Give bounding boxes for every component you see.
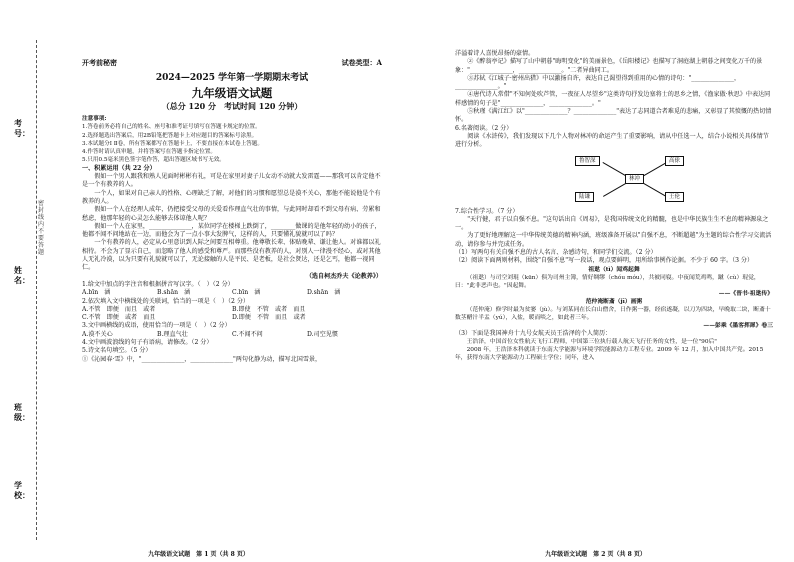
option[interactable]: C.不闻不问 (232, 330, 263, 338)
text-line: 洋溢着诗人喜悦昂扬的豪情。 (455, 50, 535, 57)
bio-text: 王浩泽，中国首位女性航天飞行工程师，中国第三位执行载人航天飞行任务的女性，是一位"90后" (466, 338, 717, 345)
question-1: 1.给文中加点的字注音和根据拼音写汉字。（ ）（2 分） (82, 280, 234, 288)
material-source: ——《晋书·祖逖传》 (718, 290, 773, 297)
q1-options (82, 289, 382, 297)
school-label: 学校： (14, 480, 30, 500)
material-title: 范仲淹断齑（jī）画粥 (585, 298, 643, 305)
fill-question: ③苏轼《江城子·密州出猎》中以激扬自许，表达自己渴望得到重用的心情的诗句："______________，______________。" (455, 74, 741, 91)
exam-meta: （总分 120 分 考试时间 120 分钟） (161, 101, 303, 111)
question-2: 2.依次填入文中横线处的关联词，恰当的一项是（ ）（2 分） (82, 297, 250, 305)
material-2 (455, 298, 773, 330)
diagram-node: 鲁智深 (575, 156, 600, 166)
passage-para: 一个有教养的人，必定从心里意识到人际之间要互相尊重。他尊敬长辈、体贴晚辈、谦让他人。对谁都以礼相待。不会为了显示自己，而忽略了他人的感受和尊严。而那些没有教养的人，对别人一律漫不经心，或对其他人无礼冷漠，以为只要有礼貌就可以了，无论接触的人是平民、是老板，是社会贤达，还是乞丐，他都一视同仁。 (82, 239, 381, 272)
option[interactable]: D.即便 不管 而且 或者 (232, 314, 306, 322)
q7-text: "天行健，君子以自强不息。"这句话出自《周易》，是我国传统文化的精髓，也是中华民族生生不息的精神源泉之一。 (455, 215, 769, 232)
option[interactable]: C.bīn 涵 (232, 289, 261, 297)
secret-label: 开考前秘密 (82, 58, 117, 67)
note-item: 5.只用0.5毫米黑色签字笔作答，超出答题区域书写无效。 (82, 157, 225, 164)
material-title: 祖逖（tì）闻鸡起舞 (588, 266, 640, 273)
bio-text: 2008 年，王浩泽本科就读于东南大学能源与环境学院能源动力工程专业。2009 年 12 月，加入中国共产党。2015 年，获得东南大学能源动力工程硕士学位；同年，进入 (455, 346, 764, 361)
exam-title: 2024—2025 学年第一学期期末考试 (155, 73, 309, 83)
q2-options-row (82, 306, 382, 314)
material-text: （祖逖）与司空刘琨（kūn）俱为司州主簿，情好绸缪（chóu móu），共被同寝。中夜闻荒鸡鸣，蹴（cù）琨觉，曰："此非恶声也。"因起舞。 (455, 274, 760, 289)
question-3: 3.文中画横线的成语，使用恰当的一项是（ ）（2 分） (82, 322, 231, 330)
paper-type: 试卷类型：A (341, 58, 382, 67)
notes-title: 注意事项: (82, 116, 107, 122)
fill-question: ⑤秋瑾《满江红》以"______________？______________"表达了志同道合者难觅的悲痛，又彰显了其愤慨的热切情怀。 (455, 108, 772, 124)
question-6-text: 阅读《水浒传》，我们发现以下几个人物对林冲的命运产生了重要影响，请从中任选一人，结合小说相关具体情节进行分析。 (455, 132, 769, 149)
fill-question: ④唐代诗人常借"不知何处吹芦管，一夜征人尽望乡"这类诗句抒发边塞将士的思乡之情，《渔家傲·秋思》中表达同样感情的句子是"______________，______________。" (455, 91, 771, 107)
passage-para: 假如一个男人跟我和熟人见面时彬彬有礼，可是在家里对妻子儿女动不动就大发雷霆——那我可以肯定他不是一个有教养的人。 (82, 173, 381, 189)
passage-para: 假如一个人在家里，______________，某位同学在楼梯上跌倒了，________做课的是他年轻的幼小的孩子，他都不闻不问地站在一边，而他会为了一点小事大发脾气，这样的人，只要懂礼貌就可以了吗？ (82, 222, 381, 239)
binding-sidebar (0, 0, 58, 562)
name-label: 姓名： (14, 265, 30, 285)
option[interactable]: B.即使 不管 或者 而且 (232, 305, 306, 313)
note-item: 4.作答时请认真审题，并将答案写在答题卡指定位置。 (82, 149, 216, 156)
question-7: 7.综合性学习。（7 分） (455, 207, 519, 215)
seal-line (36, 40, 37, 540)
option[interactable]: B.理直气壮 (157, 330, 188, 338)
question-6: 6.名著阅读。（2 分） (455, 124, 513, 132)
option[interactable]: D.shān 涵 (307, 289, 341, 297)
note-item: 1.答卷前务必将自己的姓名、座号和准考证号填写在答题卡规定的位置。 (82, 124, 261, 131)
class-label: 班级： (14, 402, 30, 422)
q7-part3: （3）下面是我国神舟十九号女航天员王浩泽的个人简历： (455, 329, 612, 337)
option[interactable]: A.bīn 涵 (82, 289, 111, 297)
page-footer: 九年级语文试题 第 2 页（共 8 页） (545, 551, 646, 558)
option[interactable]: A.不管 即便 而且 或者 (82, 305, 156, 313)
note-item: 3.本试题分Ⅰ Ⅱ卷，所有答案都写在答题卡上，不要直接在本试卷上答题。 (82, 140, 263, 147)
q7-part2: （2）阅读下面两则材料，围绕"自强不息"写一段话，观点要鲜明，用所给事例作论据。不少于 60 字。（3 分） (455, 257, 754, 265)
diagram-node: 高俅 (665, 156, 684, 166)
material-1 (455, 266, 773, 298)
right-page (397, 0, 794, 562)
fill-question: ②《醉翁亭记》描写了山中朝暮"晦明变化"的美丽景色，《岳阳楼记》也描写了洞庭湖上朝暮之间变化万千的景象："______________，______________。"二者异曲同工。 (455, 58, 763, 74)
option[interactable]: A.漠不关心 (82, 330, 113, 338)
header-row (82, 58, 382, 68)
section-1-title: 一、积累运用（共 22 分） (82, 164, 156, 172)
subject-title: 九年级语文试题 (191, 86, 273, 100)
material-text: （范仲淹）修学时最为贫窭（jù）。与刘某同在长白山僧舍，日作粥一器，经宿遂凝，以刀为四块，早晚取二块，断齑十数茎醋汁半盂（yú），入盐，暖而啖之，如此者三年。 (455, 306, 771, 321)
diagram-center: 林冲 (625, 174, 644, 184)
question-5a: ①《沁园春·雪》中，"______________，______________"两句化静为动，描写北国雪景， (82, 355, 322, 363)
passage-para: 假如一个人在经理人成年，仍把接受父母的关爱看作理直气壮的事情，与此同时却看不到父母有病、劳累和愁虑，他那年轻的心灵怎么能够去体谅他人呢？ (82, 206, 381, 222)
exam-number-label: 考号： (14, 118, 30, 138)
question-5: 5.诗文名句填空。（5 分） (82, 347, 152, 355)
diagram-node: 王伦 (665, 192, 684, 202)
seal-hint: 密封线内不要答题 (38, 200, 45, 256)
q3-options (82, 331, 382, 339)
option[interactable]: B.shān 涵 (157, 289, 191, 297)
q7-text: 为了更好地理解这一中华传统美德的精神内涵，班级准备开展以"自强不息，不断超越"为主题的综合性学习交流活动，请你参与并完成任务。 (455, 232, 772, 248)
passage-para: 一个人，如果对自己亲人的性格、心理缺乏了解，对他们的习惯和愿望总是漠不关心，那他不能说他是个有教养的人。 (82, 189, 381, 205)
page-footer: 九年级语文试题 第 1 页（共 8 页） (148, 551, 249, 558)
q7-part1: （1）写两句有关自强不息的古人名言、杂感诗句，和同学们交流。（2 分） (455, 249, 657, 257)
character-diagram (575, 152, 695, 206)
question-4: 4.文中画波浪线的句子有语病，请修改。（2 分） (82, 339, 213, 347)
note-item: 2.选择题选出答案后，用2B铅笔把答题卡上对应题目的答案标号涂黑。 (82, 132, 258, 139)
diagram-node: 陆谦 (575, 192, 594, 202)
left-content (82, 58, 382, 364)
right-content (455, 50, 773, 362)
passage-source: （选自柯杰乔夫《论教养》） (305, 272, 382, 280)
option[interactable]: C.不管 即便 或者 而且 (82, 314, 156, 322)
option[interactable]: D.司空见惯 (307, 330, 338, 338)
notes (82, 115, 382, 165)
material-source: ——彭乘《墨客挥犀》卷三 (703, 322, 773, 329)
